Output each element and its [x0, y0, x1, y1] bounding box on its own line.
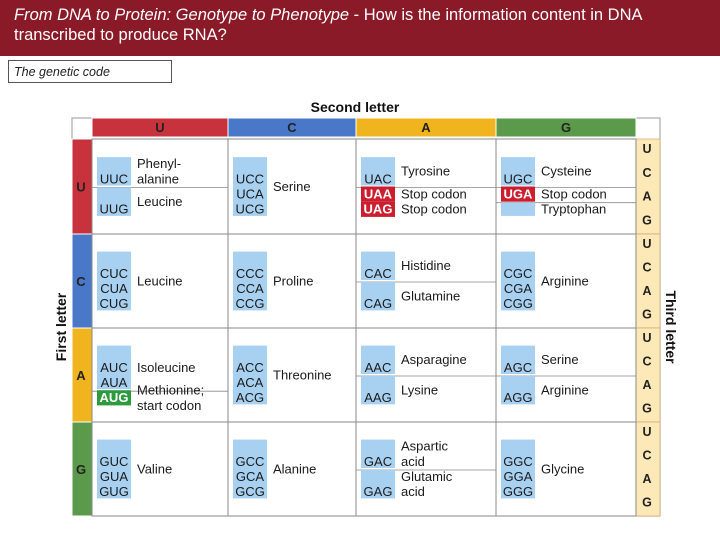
- amino-acid: Cysteine: [541, 163, 592, 179]
- codon: UUG: [99, 201, 129, 217]
- amino-acid: Proline: [273, 273, 314, 289]
- amino-acid: Arginine: [541, 273, 589, 289]
- amino-acid: Stop codon: [401, 201, 467, 217]
- codon: CUG: [99, 296, 129, 312]
- codon: AUC: [100, 359, 128, 375]
- amino-acid: acid: [401, 484, 425, 500]
- codon: CAC: [364, 265, 392, 281]
- codon: UGA: [503, 186, 533, 202]
- codon: UAA: [363, 186, 393, 202]
- third-letter-u: U: [642, 142, 652, 156]
- third-letter-label: Third letter: [663, 290, 679, 364]
- codon: GCC: [235, 453, 265, 469]
- third-letter-u: U: [642, 237, 652, 251]
- codon: GGC: [503, 453, 533, 469]
- codon: AAC: [364, 359, 392, 375]
- codon: UUC: [99, 171, 129, 187]
- third-letter-a: A: [642, 378, 652, 392]
- second-letter-c: C: [287, 120, 297, 135]
- second-letter-u: U: [155, 120, 165, 135]
- amino-acid: Tryptophan: [541, 201, 607, 217]
- codon: ACC: [236, 359, 264, 375]
- slide-title-italic: From DNA to Protein: Genotype to Phenotype: [14, 6, 350, 24]
- amino-acid: Stop codon: [541, 186, 607, 202]
- amino-acid: Tyrosine: [401, 163, 451, 179]
- third-letter-c: C: [642, 165, 652, 180]
- amino-acid: Leucine: [137, 273, 183, 289]
- amino-acid: Serine: [273, 178, 311, 194]
- codon: UAG: [363, 201, 393, 217]
- third-letter-c: C: [642, 354, 652, 369]
- amino-acid: Threonine: [273, 367, 332, 383]
- third-letter-c: C: [642, 448, 652, 463]
- codon-group-box: [501, 203, 535, 216]
- codon: UAC: [364, 171, 392, 187]
- amino-acid: Stop codon: [401, 186, 467, 202]
- codon: CGA: [503, 281, 533, 296]
- codon: GAC: [363, 453, 393, 469]
- slide-title-rest: - How is the information content in DNA transcribed to produce RNA?: [14, 6, 642, 44]
- codon: AGG: [503, 390, 533, 406]
- codon: UCA: [236, 186, 264, 202]
- codon: CCC: [235, 265, 265, 281]
- third-letter-c: C: [642, 260, 652, 275]
- codon: GCG: [235, 484, 265, 500]
- amino-acid: Arginine: [541, 382, 589, 398]
- amino-acid: Glutamic: [401, 469, 453, 484]
- codon: UCC: [235, 171, 265, 187]
- codon: UCG: [235, 201, 265, 217]
- amino-acid: Asparagine: [401, 352, 467, 368]
- codon: GUG: [99, 484, 129, 500]
- amino-acid: Lysine: [401, 382, 439, 398]
- amino-acid: alanine: [137, 171, 179, 187]
- amino-acid: start codon: [137, 397, 202, 413]
- codon: UGC: [503, 171, 533, 187]
- second-letter-a: A: [421, 120, 431, 135]
- amino-acid: Isoleucine: [137, 359, 196, 375]
- codon: GCA: [235, 469, 265, 484]
- amino-acid: Alanine: [273, 461, 317, 477]
- codon: GUC: [99, 453, 129, 469]
- codon: ACA: [236, 375, 264, 390]
- third-letter-u: U: [642, 425, 652, 439]
- subtitle-text: The genetic code: [14, 65, 110, 79]
- codon: CUC: [99, 265, 129, 281]
- first-letter-g: G: [75, 462, 87, 477]
- third-letter-g: G: [642, 213, 652, 228]
- third-letter-g: G: [642, 495, 652, 510]
- third-letter-a: A: [642, 472, 652, 486]
- second-letter-label: Second letter: [310, 99, 400, 115]
- codon: AUG: [99, 390, 129, 406]
- codon: CCA: [236, 281, 264, 296]
- codon: CCG: [235, 296, 265, 312]
- amino-acid: Histidine: [401, 258, 451, 274]
- codon: AAG: [364, 390, 392, 406]
- third-letter-g: G: [642, 307, 652, 322]
- amino-acid: acid: [401, 453, 425, 469]
- amino-acid: Valine: [137, 461, 173, 477]
- codon: AUA: [100, 375, 128, 390]
- amino-acid: Phenyl-: [137, 156, 182, 172]
- third-letter-a: A: [642, 284, 652, 298]
- amino-acid: Methionine;: [137, 382, 205, 398]
- codon: GGG: [502, 484, 534, 500]
- codon: GGA: [503, 469, 533, 484]
- second-letter-g: G: [560, 120, 572, 135]
- first-letter-c: C: [76, 274, 86, 289]
- codon: CGC: [503, 265, 533, 281]
- codon: AGC: [503, 359, 533, 375]
- third-letter-a: A: [642, 189, 652, 204]
- codon: CGG: [503, 296, 533, 312]
- amino-acid: Leucine: [137, 194, 183, 210]
- amino-acid: Glutamine: [401, 288, 461, 304]
- amino-acid: Aspartic: [401, 438, 448, 454]
- third-letter-u: U: [642, 331, 652, 345]
- first-letter-label: First letter: [53, 292, 69, 362]
- first-letter-a: A: [76, 368, 86, 383]
- codon: CUA: [100, 281, 128, 296]
- codon: GAG: [363, 484, 393, 500]
- third-letter-g: G: [642, 401, 652, 416]
- codon: CAG: [363, 296, 393, 312]
- codon: GUA: [99, 469, 129, 484]
- first-letter-u: U: [76, 179, 86, 195]
- codon: ACG: [235, 390, 265, 406]
- amino-acid: Serine: [541, 352, 579, 368]
- amino-acid: Glycine: [541, 461, 585, 477]
